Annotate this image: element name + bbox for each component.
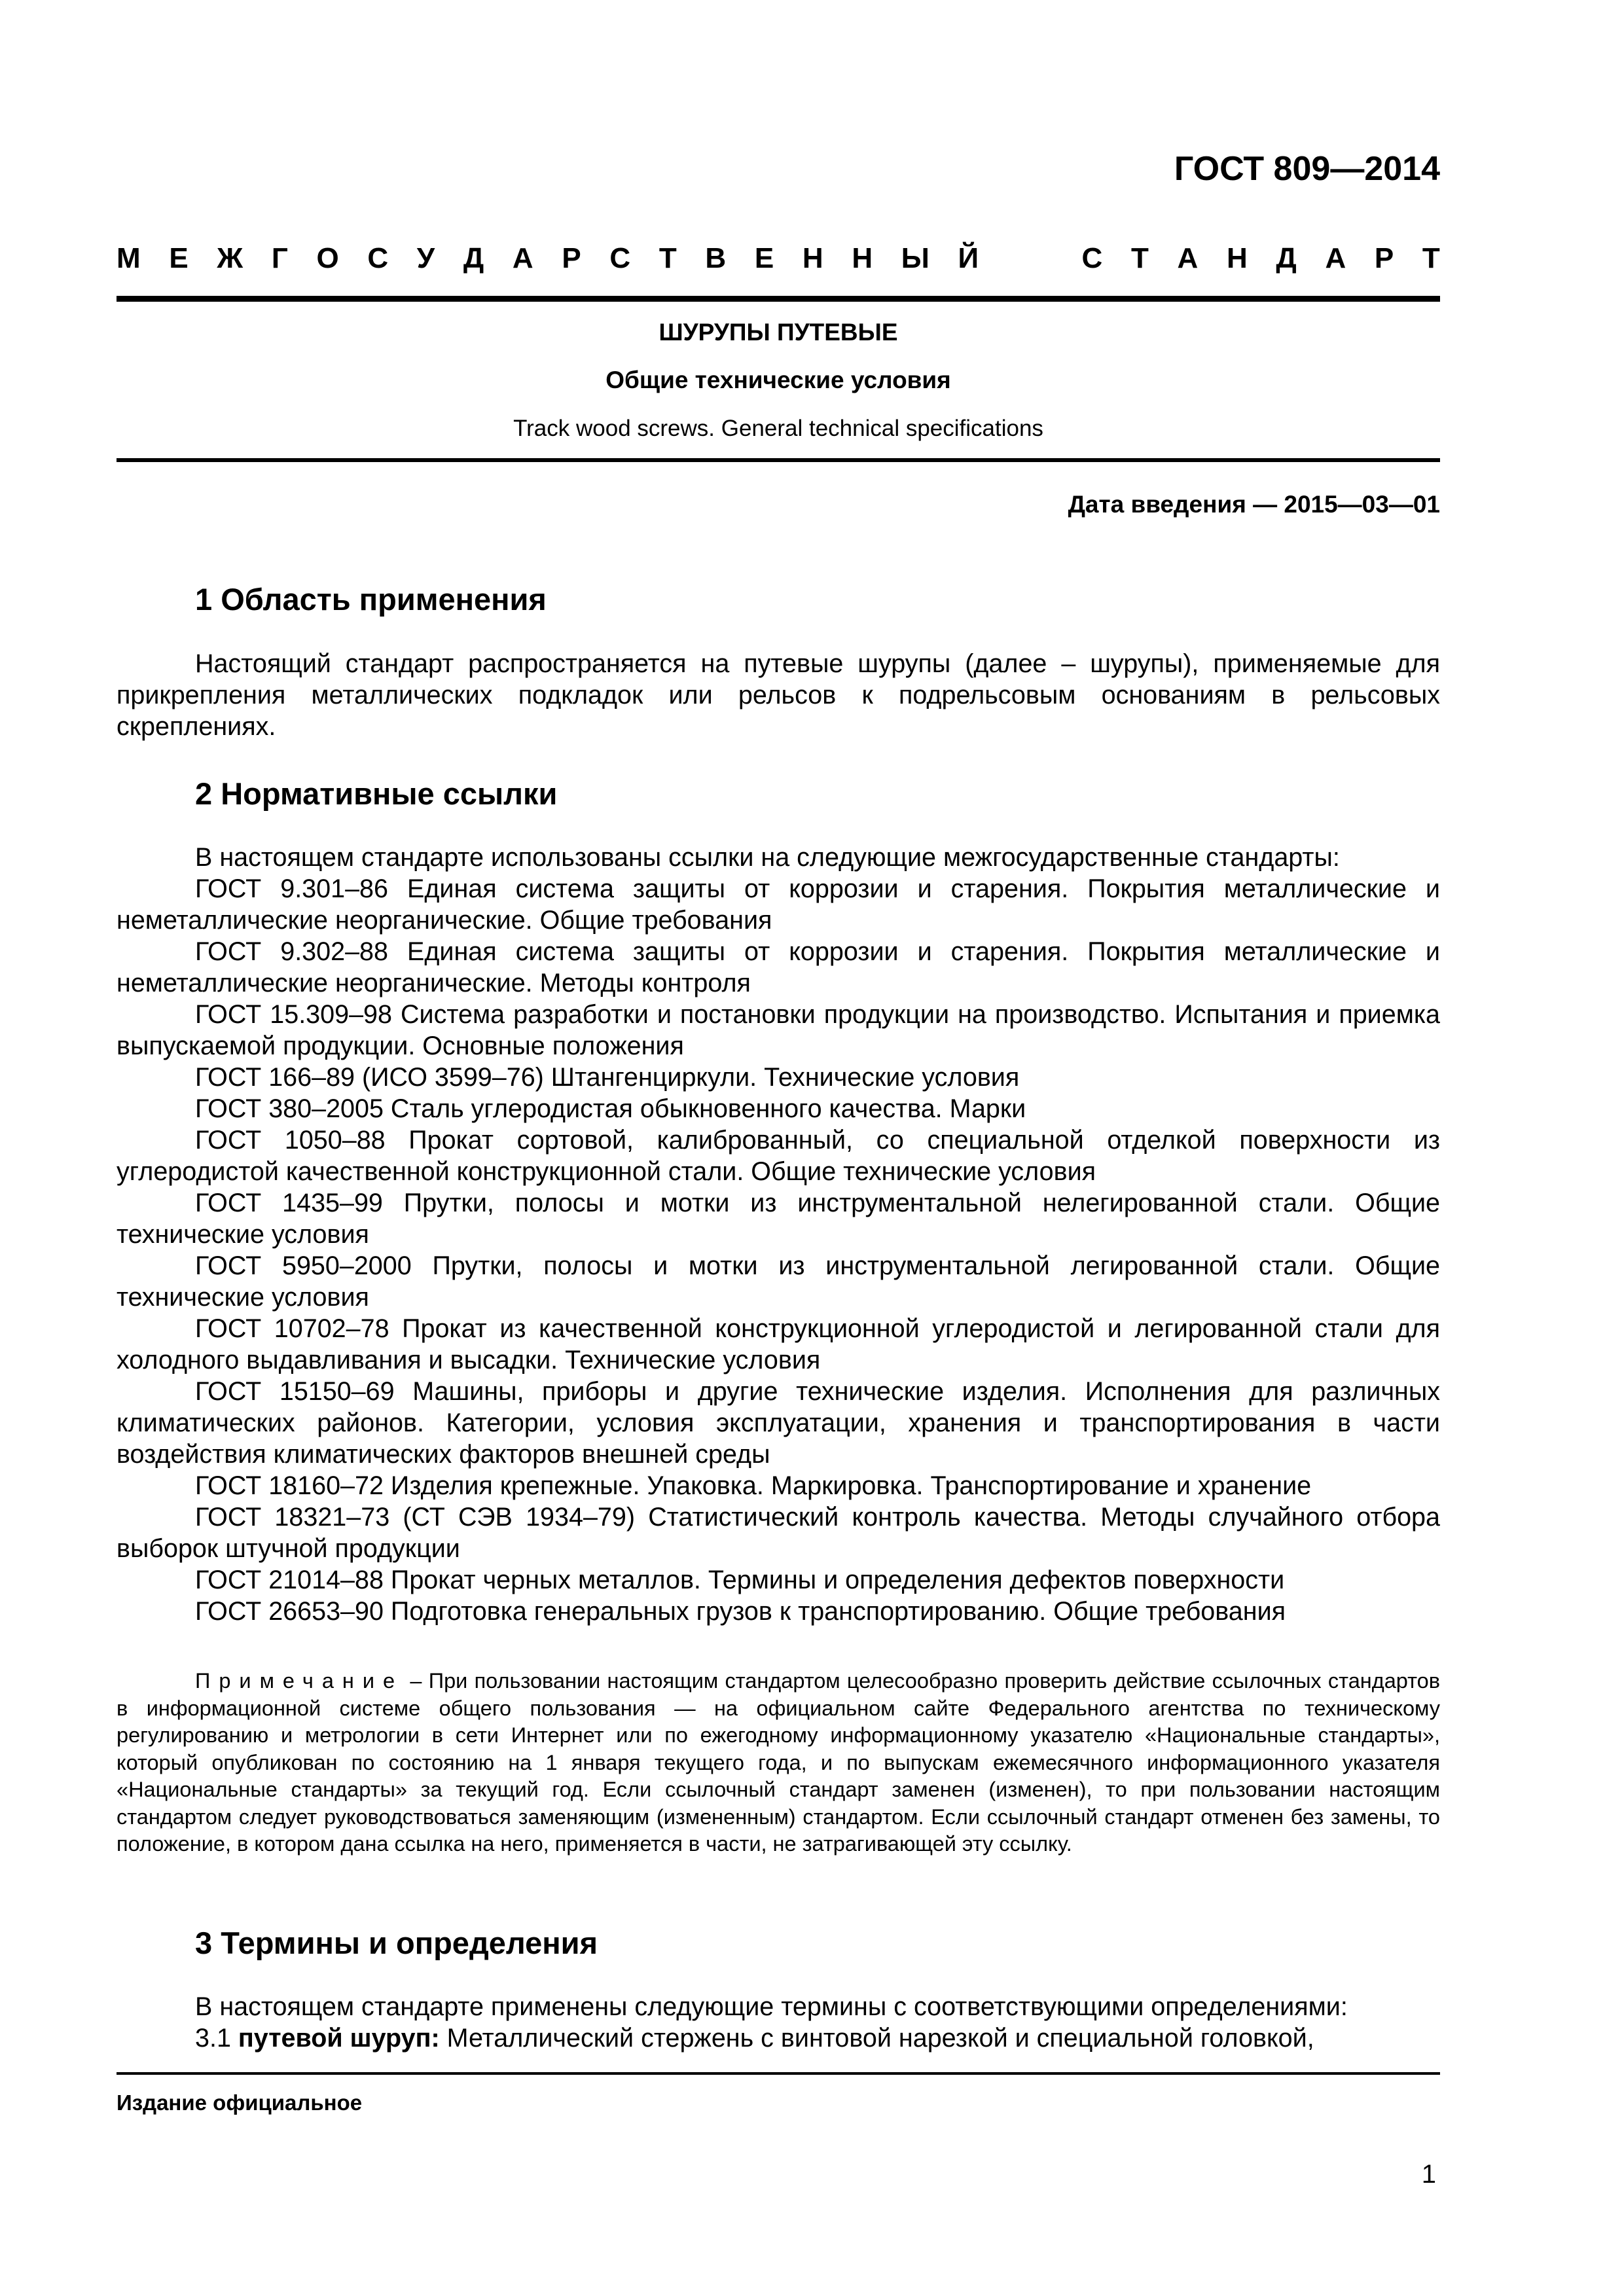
term-name: путевой шуруп: [238,2024,440,2053]
banner-letter: Т [659,242,677,274]
banner-letter: Н [802,242,823,274]
title-divider [117,458,1440,462]
banner-letter: Н [852,242,873,274]
term-number: 3.1 [195,2024,231,2053]
banner-letter: О [316,242,339,274]
banner-letter: Н [1226,242,1248,274]
reference-item: ГОСТ 26653–90 Подготовка генеральных грузов к транспортированию. Общие требования [195,1597,1286,1626]
banner-letter: В [705,242,727,274]
banner-letter: М [117,242,141,274]
header-divider-thick [117,296,1440,302]
note-text: – При пользовании настоящим стандартом целесообразно проверить действие ссылочных стандартов в информационной системе общего пользования — на официальном сайте Федерального агентства по техническому регулированию и метрологии в сети Интернет или по ежегодному информационному указателю «Национальные стандарты», который опубликован по состоянию на 1 января текущего года, и по выпускам ежемесячного информационного указателя «Национальные стандарты» за текущий год. Если ссылочный стандарт заменен (изменен), то при пользовании настоящим стандартом следует руководствоваться заменяющим (измененным) стандартом. Если ссылочный стандарт отменен без замены, то положение, в котором дана ссылка на него, применяется в части, не затрагивающей эту ссылку. [117,1669,1440,1856]
banner-letter: Д [1276,242,1297,274]
banner-letter: Е [754,242,774,274]
reference-item: ГОСТ 21014–88 Прокат черных металлов. Термины и определения дефектов поверхности [195,1566,1285,1594]
reference-item: ГОСТ 5950–2000 Прутки, полосы и мотки из инструментальной легированной стали. Общие технические условия [117,1251,1440,1312]
paragraph: В настоящем стандарте использованы ссылки на следующие межгосударственные стандарты: [195,843,1340,872]
document-code: ГОСТ 809—2014 [1174,150,1440,188]
banner-letter: А [512,242,533,274]
footer-divider [117,2072,1440,2075]
reference-item: ГОСТ 9.301–86 Единая система защиты от коррозии и старения. Покрытия металлические и неметаллические неорганические. Общие требования [117,874,1440,935]
paragraph: Настоящий стандарт распространяется на путевые шурупы (далее – шурупы), применяемые для прикрепления металлических подкладок или рельсов к подрельсовым основаниям в рельсовых скреплениях. [117,649,1440,741]
banner-letter: Д [463,242,484,274]
banner-letter: Ы [901,242,929,274]
banner-letter: Г [271,242,288,274]
reference-item: ГОСТ 18321–73 (СТ СЭВ 1934–79) Статистический контроль качества. Методы случайного отбора выборок штучной продукции [117,1503,1440,1563]
banner-letter: А [1177,242,1199,274]
banner-letter: С [367,242,389,274]
interstate-standard-banner [117,242,1440,275]
reference-item: ГОСТ 380–2005 Сталь углеродистая обыкновенного качества. Марки [195,1094,1026,1123]
banner-letter: Е [169,242,189,274]
paragraph: В настоящем стандарте применены следующие термины с соответствующими определениями: [195,1992,1348,2021]
reference-item: ГОСТ 15.309–98 Система разработки и постановки продукции на производство. Испытания и приемка выпускаемой продукции. Основные положения [117,1000,1440,1060]
banner-letter: Й [958,242,979,274]
introduction-date: Дата введения — 2015—03—01 [1068,491,1440,518]
document-title: ШУРУПЫ ПУТЕВЫЕ [659,319,898,346]
section-3-heading: 3 Термины и определения [195,1926,598,1960]
reference-item: ГОСТ 15150–69 Машины, приборы и другие технические изделия. Исполнения для различных климатических районов. Категории, условия эксплуатации, хранения и транспортирования в части воздействия климатических факторов внешней среды [117,1377,1440,1469]
banner-letter: А [1325,242,1346,274]
reference-item: ГОСТ 1050–88 Прокат сортовой, калиброванный, со специальной отделкой поверхности из углеродистой качественной конструкционной стали. Общие технические условия [117,1126,1440,1186]
banner-letter: С [1081,242,1103,274]
banner-letter: С [609,242,631,274]
banner-letter: Р [562,242,581,274]
official-edition-label: Издание официальное [117,2090,363,2115]
note-label: Примечание [195,1669,404,1693]
reference-item: ГОСТ 10702–78 Прокат из качественной конструкционной углеродистой и легированной стали для холодного выдавливания и высадки. Технические условия [117,1314,1440,1374]
section-1-heading: 1 Область применения [195,582,547,617]
reference-item: ГОСТ 166–89 (ИСО 3599–76) Штангенциркули. Технические условия [195,1063,1020,1092]
banner-letter: Ж [217,242,244,274]
banner-letter: У [416,242,435,274]
document-subtitle: Общие технические условия [605,367,951,393]
reference-item: ГОСТ 1435–99 Прутки, полосы и мотки из инструментальной нелегированной стали. Общие технические условия [117,1189,1440,1249]
page-number: 1 [1421,2160,1436,2189]
banner-letter: Т [1130,242,1149,274]
section-2-heading: 2 Нормативные ссылки [195,776,558,811]
section-2-body [117,842,1440,1627]
banner-letter: Т [1422,242,1440,274]
reference-item: ГОСТ 18160–72 Изделия крепежные. Упаковка. Маркировка. Транспортирование и хранение [195,1471,1312,1500]
term-definition-text: Металлический стержень с винтовой нарезкой и специальной головкой, [446,2024,1314,2053]
section-3-body [117,1991,1440,2054]
document-title-english: Track wood screws. General technical specifications [513,416,1043,441]
note-block [117,1668,1440,1858]
term-definition [117,2022,1440,2054]
banner-letter: Р [1374,242,1394,274]
reference-item: ГОСТ 9.302–88 Единая система защиты от коррозии и старения. Покрытия металлические и неметаллические неорганические. Методы контроля [117,937,1440,997]
section-1-body [117,648,1440,742]
